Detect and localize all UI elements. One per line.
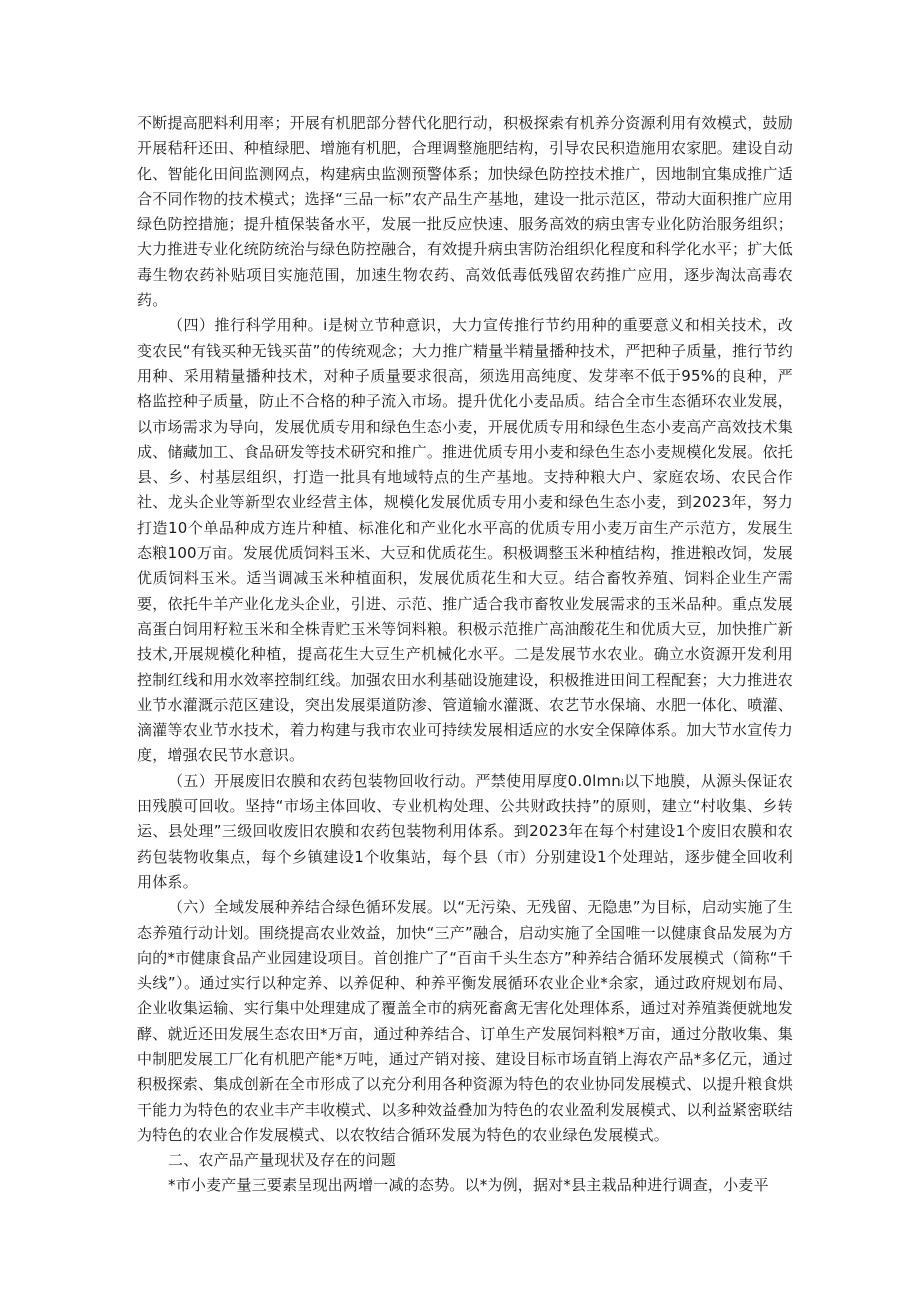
paragraph-section-6-circular-farming: （六）全域发展种养结合绿色循环发展。以“无污染、无残留、无隐患”为目标，启动实施了生态养殖行动计划。围绕提高农业效益，加快“三产”融合，启动实施了全国唯一以健康食品发展为方向的*市健康食品产业园建设项目。首创推广了“百亩千头生态方”种养结合循环发展模式（简称“千头线”）。通过实行以种定养、以养促种、种养平衡发展循环农业企业*余家，通过政府规划布局、企业收集运输、实行集中处理建成了覆盖全市的病死畜禽无害化处理体系，通过对养殖粪便就地发酵、就近还田发展生态农田*万亩，通过种养结合、订单生产发展饲料粮*万亩，通过分散收集、集中制肥发展工厂化有机肥产能*万吨，通过产销对接、建设目标市场直销上海农产品*多亿元，通过积极探索、集成创新在全市形成了以充分利用各种资源为特色的农业协同发展模式、以提升粮食烘干能力为特色的农业丰产丰收模式、以多种效益叠加为特色的农业盈利发展模式、以利益紧密联结为特色的农业合作发展模式、以农牧结合循环发展为特色的农业绿色发展模式。 (137, 898, 793, 1144)
section-heading-2: 二、农产品产量现状及存在的问题 (168, 1151, 397, 1170)
paragraph-fertilizer-continuation: 不断提高肥料利用率；开展有机肥部分替代化肥行动，积极探索有机养分资源利用有效模式，鼓励开展秸秆还田、种植绿肥、增施有机肥，合理调整施肥结构，引导农民积造施用农家肥。建设自动化、智能化田间监测网点，构建病虫监测预警体系；加快绿色防控技术推广，因地制宜集成推广适合不同作物的技术模式；选择“三品一标”农产品生产基地，建设一批示范区，带动大面积推广应用绿色防控措施；提升植保装备水平，发展一批反应快速、服务高效的病虫害专业化防治服务组织；大力推进专业化统防统治与绿色防控融合，有效提升病虫害防治组织化程度和科学化水平；扩大低毒生物农药补贴项目实施范围，加速生物农药、高效低毒低残留农药推广应用，逐步淘汰高毒农药。 (137, 114, 793, 310)
paragraph-wheat-yield: *市小麦产量三要素呈现出两增一减的态势。以*为例，据对*县主栽品种进行调查，小麦平 (168, 1176, 769, 1195)
document-page (137, 111, 793, 1199)
paragraph-section-5-film-recycling: （五）开展废旧农膜和农药包装物回收行动。严禁使用厚度0.0lmnᵢ以下地膜，从源头保证农田残膜可回收。坚持“市场主体回收、专业机构处理、公共财政扶持”的原则，建立“村收集、乡转运、县处理”三级回收废旧农膜和农药包装物利用体系。到2023年在每个村建设1个废旧农膜和农药包装物收集点，每个乡镇建设1个收集站，每个县（市）分别建设1个处理站，逐步健全回收利用体系。 (137, 771, 793, 891)
paragraph-section-4-seed-use: （四）推行科学用种。i是树立节种意识，大力宣传推行节约用种的重要意义和相关技术，改变农民“有钱买种无钱买苗”的传统观念；大力推广精量半精量播种技术，严把种子质量，推行节约用种、采用精量播种技术，对种子质量要求很高，须选用高纯度、发芽率不低于95%的良种，严格监控种子质量，防止不合格的种子流入市场。提升优化小麦品质。结合全市生态循环农业发展，以市场需求为导向，发展优质专用和绿色生态小麦，开展优质专用和绿色生态小麦高产高效技术集成、储藏加工、食品研发等技术研究和推广。推进优质专用小麦和绿色生态小麦规模化发展。依托县、乡、村基层组织，打造一批具有地域特点的生产基地。支持种粮大户、家庭农场、农民合作社、龙头企业等新型农业经营主体，规模化发展优质专用小麦和绿色生态小麦，到2023年，努力打造10个单品种成方连片种植、标准化和产业化水平高的优质专用小麦万亩生产示范方，发展生态粮100万亩。发展优质饲料玉米、大豆和优质花生。积极调整玉米种植结构，推进粮改饲，发展优质饲料玉米。适当调减玉米种植面积，发展优质花生和大豆。结合畜牧养殖、饲料企业生产需要，依托牛羊产业化龙头企业，引进、示范、推广适合我市畜牧业发展需求的玉米品种。重点发展高蛋白饲用籽粒玉米和全株青贮玉米等饲料粮。积极示范推广高油酸花生和优质大豆，加快推广新技术,开展规模化种植，提高花生大豆生产机械化水平。二是发展节水农业。确立水资源开发利用控制红线和用水效率控制红线。加强农田水利基础设施建设，积极推进田间工程配套；大力推进农业节水灌溉示范区建设，突出发展渠道防渗、管道输水灌溉、农艺节水保墒、水肥一体化、喷灌、滴灌等农业节水技术，着力构建与我市农业可持续发展相适应的水安全保障体系。加大节水宣传力度，增强农民节水意识。 (137, 316, 793, 765)
